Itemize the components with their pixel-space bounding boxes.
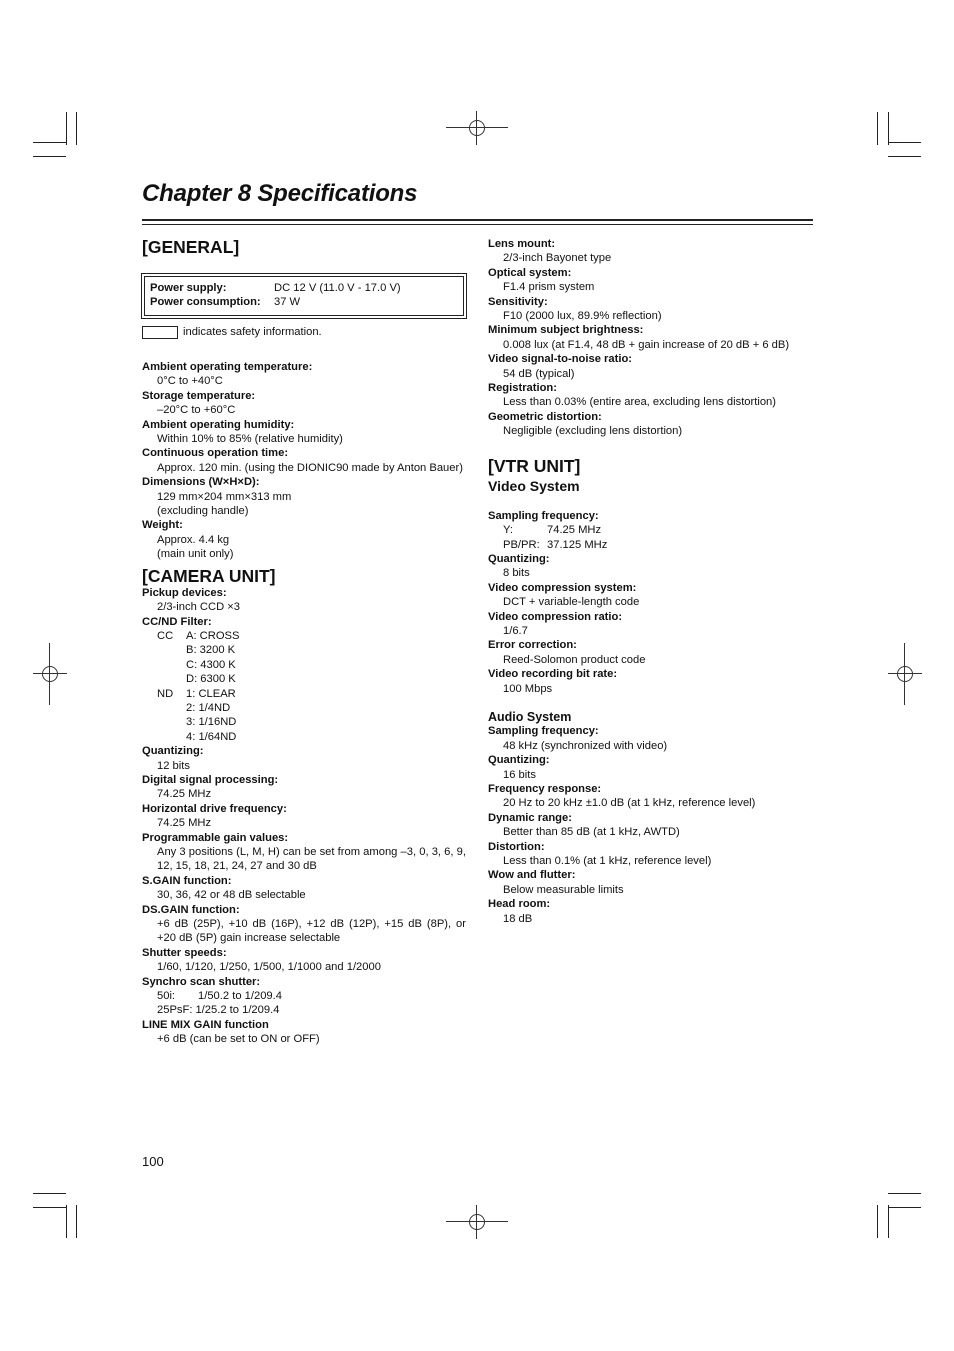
camera-heading: [CAMERA UNIT]	[142, 565, 276, 586]
spec-value: 8 bits	[503, 567, 530, 580]
sampling-value: 37.125 MHz	[547, 538, 608, 551]
spec-value: Within 10% to 85% (relative humidity)	[157, 433, 343, 446]
crop-mark	[888, 1207, 921, 1208]
filter-item: 2: 1/4ND	[186, 701, 231, 714]
spec-label: Synchro scan shutter:	[142, 975, 261, 988]
synchro-table	[142, 989, 466, 1018]
spec-label: Video signal-to-noise ratio:	[488, 353, 633, 366]
spec-value: +6 dB (can be set to ON or OFF)	[157, 1033, 320, 1046]
video-system-heading: Video System	[488, 477, 580, 494]
spec-label: Continuous operation time:	[142, 447, 289, 460]
spec-value: Any 3 positions (L, M, H) can be set from among –3, 0, 3, 6, 9, 12, 15, 18, 21, 24, 27 and 30 dB	[157, 846, 466, 873]
spec-label: Shutter speeds:	[142, 946, 227, 959]
filter-item: B: 3200 K	[186, 644, 236, 657]
filter-row	[157, 643, 466, 657]
spec-label: DS.GAIN function:	[142, 903, 240, 916]
filter-row	[157, 629, 466, 643]
spec-label: Dynamic range:	[488, 811, 572, 824]
crop-mark	[888, 1193, 921, 1194]
spec-item	[142, 360, 466, 389]
registration-mark-icon	[888, 657, 922, 691]
filter-group	[157, 730, 186, 744]
filter-row	[157, 701, 466, 715]
crop-mark	[888, 112, 889, 145]
sampling-key: PB/PR:	[503, 538, 540, 551]
spec-item	[488, 410, 813, 439]
synchro-row	[157, 1003, 466, 1017]
synchro-range: 1/50.2 to 1/209.4	[198, 990, 282, 1003]
filter-row	[157, 730, 466, 744]
spec-value: DC 12 V (11.0 V - 17.0 V)	[274, 282, 401, 294]
spec-item	[488, 782, 813, 811]
crop-mark	[33, 1193, 66, 1194]
spec-item	[142, 744, 466, 773]
spec-value: Less than 0.1% (at 1 kHz, reference level)	[503, 855, 712, 868]
general-heading: [GENERAL]	[142, 237, 240, 257]
crop-mark	[888, 1205, 889, 1238]
spec-item	[488, 552, 813, 581]
filter-table	[142, 629, 466, 744]
spec-value: 48 kHz (synchronized with video)	[503, 739, 668, 752]
spec-item	[142, 802, 466, 831]
spec-value: 74.25 MHz	[157, 817, 212, 830]
spec-label: Horizontal drive frequency:	[142, 802, 287, 815]
spec-value: F10 (2000 lux, 89.9% reflection)	[503, 310, 662, 323]
filter-row	[157, 658, 466, 672]
spec-label: Head room:	[488, 898, 551, 911]
safety-note	[142, 325, 322, 339]
spec-item	[488, 352, 813, 381]
spec-item	[488, 667, 813, 696]
spec-value: 1/6.7	[503, 624, 528, 637]
spec-value: 1/60, 1/120, 1/250, 1/500, 1/1000 and 1/2000	[157, 961, 381, 974]
spec-value: +6 dB (25P), +10 dB (16P), +12 dB (12P), +15 dB (8P), or +20 dB (5P) gain increase selectable	[157, 918, 466, 945]
spec-item	[142, 518, 466, 561]
spec-label: Power consumption:	[150, 296, 261, 308]
spec-value: 30, 36, 42 or 48 dB selectable	[157, 889, 306, 902]
spec-value: 129 mm×204 mm×313 mm	[157, 490, 292, 503]
synchro-row	[157, 989, 466, 1003]
spec-label: Registration:	[488, 382, 557, 395]
spec-label: Sampling frequency:	[488, 725, 599, 738]
filter-group	[157, 643, 186, 657]
filter-row	[157, 715, 466, 729]
spec-item	[488, 868, 813, 897]
filter-group	[157, 701, 186, 715]
general-spec-list	[142, 360, 466, 1047]
spec-label: Minimum subject brightness:	[488, 324, 644, 337]
synchro-mode: 25PsF:	[157, 1004, 193, 1017]
crop-mark	[888, 142, 921, 143]
sampling-row	[503, 538, 813, 552]
sampling-row	[503, 523, 813, 537]
synchro-range: 1/25.2 to 1/209.4	[195, 1004, 280, 1017]
spec-label: Sensitivity:	[488, 295, 548, 308]
spec-label: Optical system:	[488, 266, 572, 279]
power-spec-box	[141, 273, 467, 319]
spec-item	[488, 266, 813, 295]
crop-mark	[33, 142, 66, 143]
spec-item	[488, 753, 813, 782]
spec-value-note: (main unit only)	[157, 548, 234, 561]
spec-label: Distortion:	[488, 840, 545, 853]
spec-value: 74.25 MHz	[157, 788, 212, 801]
crop-mark	[76, 1205, 77, 1238]
filter-row	[157, 687, 466, 701]
spec-value: 16 bits	[503, 768, 536, 781]
spec-value: Better than 85 dB (at 1 kHz, AWTD)	[503, 826, 680, 839]
filter-item: A: CROSS	[186, 629, 240, 642]
audio-system-heading: Audio System	[488, 709, 572, 724]
safety-note-text: indicates safety information.	[183, 326, 322, 338]
page-number: 100	[142, 1154, 164, 1169]
power-supply-row	[150, 281, 401, 295]
spec-value: DCT + variable-length code	[503, 596, 640, 609]
safety-box-icon	[142, 326, 178, 339]
vtr-heading: [VTR UNIT]	[488, 455, 581, 476]
spec-value: Approx. 4.4 kg	[157, 533, 230, 546]
crop-mark	[33, 156, 66, 157]
filter-group	[157, 672, 186, 686]
spec-value: Less than 0.03% (entire area, excluding lens distortion)	[503, 396, 777, 409]
registration-mark-icon	[33, 657, 67, 691]
spec-value: 2/3-inch CCD ×3	[157, 601, 241, 614]
power-consumption-row	[150, 295, 300, 309]
crop-mark	[66, 1205, 67, 1238]
spec-label: S.GAIN function:	[142, 874, 232, 887]
spec-item	[142, 831, 466, 874]
crop-mark	[33, 1207, 66, 1208]
spec-item	[488, 811, 813, 840]
title-rule	[142, 219, 813, 221]
spec-label: Video compression ratio:	[488, 610, 623, 623]
spec-item	[142, 418, 466, 447]
spec-value: 100 Mbps	[503, 682, 553, 695]
spec-item	[488, 897, 813, 926]
spec-label: Video recording bit rate:	[488, 668, 618, 681]
spec-label: Video compression system:	[488, 581, 637, 594]
right-spec-list	[488, 237, 813, 926]
sampling-table	[488, 523, 813, 552]
crop-mark	[888, 156, 921, 157]
sampling-key: Y:	[503, 524, 513, 537]
spec-label: Lens mount:	[488, 238, 556, 250]
spec-item	[142, 446, 466, 475]
spec-value: 2/3-inch Bayonet type	[503, 252, 612, 265]
spec-label: Programmable gain values:	[142, 831, 289, 844]
spec-label: Storage temperature:	[142, 389, 256, 402]
spec-item	[488, 323, 813, 352]
spec-item	[488, 295, 813, 324]
spec-item	[488, 638, 813, 667]
spec-label: Weight:	[142, 519, 183, 532]
filter-item: C: 4300 K	[186, 658, 236, 671]
spec-item	[488, 610, 813, 639]
spec-value-note: (excluding handle)	[157, 505, 249, 518]
spec-label: Ambient operating humidity:	[142, 418, 295, 431]
spec-item	[488, 840, 813, 869]
spec-item	[142, 389, 466, 418]
filter-group	[157, 715, 186, 729]
spec-value: 18 dB	[503, 912, 533, 925]
spec-value: 37 W	[274, 296, 301, 308]
spec-label: Sampling frequency:	[488, 509, 599, 522]
spec-item	[488, 724, 813, 753]
registration-mark-icon	[460, 1205, 494, 1239]
spec-label: Dimensions (W×H×D):	[142, 476, 260, 489]
registration-mark-icon	[460, 111, 494, 145]
spec-value: 12 bits	[157, 759, 190, 772]
spec-item	[142, 946, 466, 975]
spec-label: Wow and flutter:	[488, 869, 576, 882]
spec-item	[488, 581, 813, 610]
spec-value: 20 Hz to 20 kHz ±1.0 dB (at 1 kHz, reference level)	[503, 797, 756, 810]
spec-item	[142, 903, 466, 946]
spec-label: Quantizing:	[142, 745, 204, 758]
spec-value: 54 dB (typical)	[503, 367, 575, 380]
filter-group: ND	[157, 687, 174, 700]
spec-label: Ambient operating temperature:	[142, 361, 313, 373]
crop-mark	[66, 112, 67, 145]
spec-label: Digital signal processing:	[142, 773, 279, 786]
filter-group: CC	[157, 629, 174, 642]
spec-label: Power supply:	[150, 282, 227, 294]
filter-row	[157, 672, 466, 686]
filter-group	[157, 658, 186, 672]
spec-label: Pickup devices:	[142, 586, 227, 599]
spec-label: Geometric distortion:	[488, 410, 602, 423]
spec-label: Quantizing:	[488, 754, 550, 767]
spec-value: 0°C to +40°C	[157, 375, 223, 388]
spec-value: Reed-Solomon product code	[503, 653, 646, 666]
spec-label: Frequency response:	[488, 783, 602, 795]
spec-value: F1.4 prism system	[503, 281, 595, 294]
spec-label: CC/ND Filter:	[142, 615, 212, 628]
spec-value: –20°C to +60°C	[157, 404, 236, 417]
spec-label: Quantizing:	[488, 552, 550, 565]
spec-item	[142, 475, 466, 518]
spec-label: LINE MIX GAIN function	[142, 1018, 269, 1031]
spec-value: Below measurable limits	[503, 883, 624, 896]
spec-value: 0.008 lux (at F1.4, 48 dB + gain increase of 20 dB + 6 dB)	[503, 338, 790, 351]
crop-mark	[76, 112, 77, 145]
spec-item	[488, 237, 813, 266]
crop-mark	[877, 1205, 878, 1238]
filter-item: 3: 1/16ND	[186, 716, 237, 729]
spec-value: Negligible (excluding lens distortion)	[503, 425, 683, 438]
sampling-value: 74.25 MHz	[547, 524, 602, 537]
spec-item	[488, 381, 813, 410]
title-rule-thin	[142, 224, 813, 225]
synchro-mode: 50i:	[157, 990, 176, 1003]
spec-value: Approx. 120 min. (using the DIONIC90 made by Anton Bauer)	[157, 461, 463, 474]
filter-item: 4: 1/64ND	[186, 730, 237, 743]
filter-item: D: 6300 K	[186, 673, 236, 686]
spec-item	[142, 773, 466, 802]
spec-label: Error correction:	[488, 639, 577, 652]
spec-item	[142, 874, 466, 903]
chapter-title: Chapter 8 Specifications	[142, 180, 418, 207]
crop-mark	[877, 112, 878, 145]
filter-item: 1: CLEAR	[186, 687, 236, 700]
